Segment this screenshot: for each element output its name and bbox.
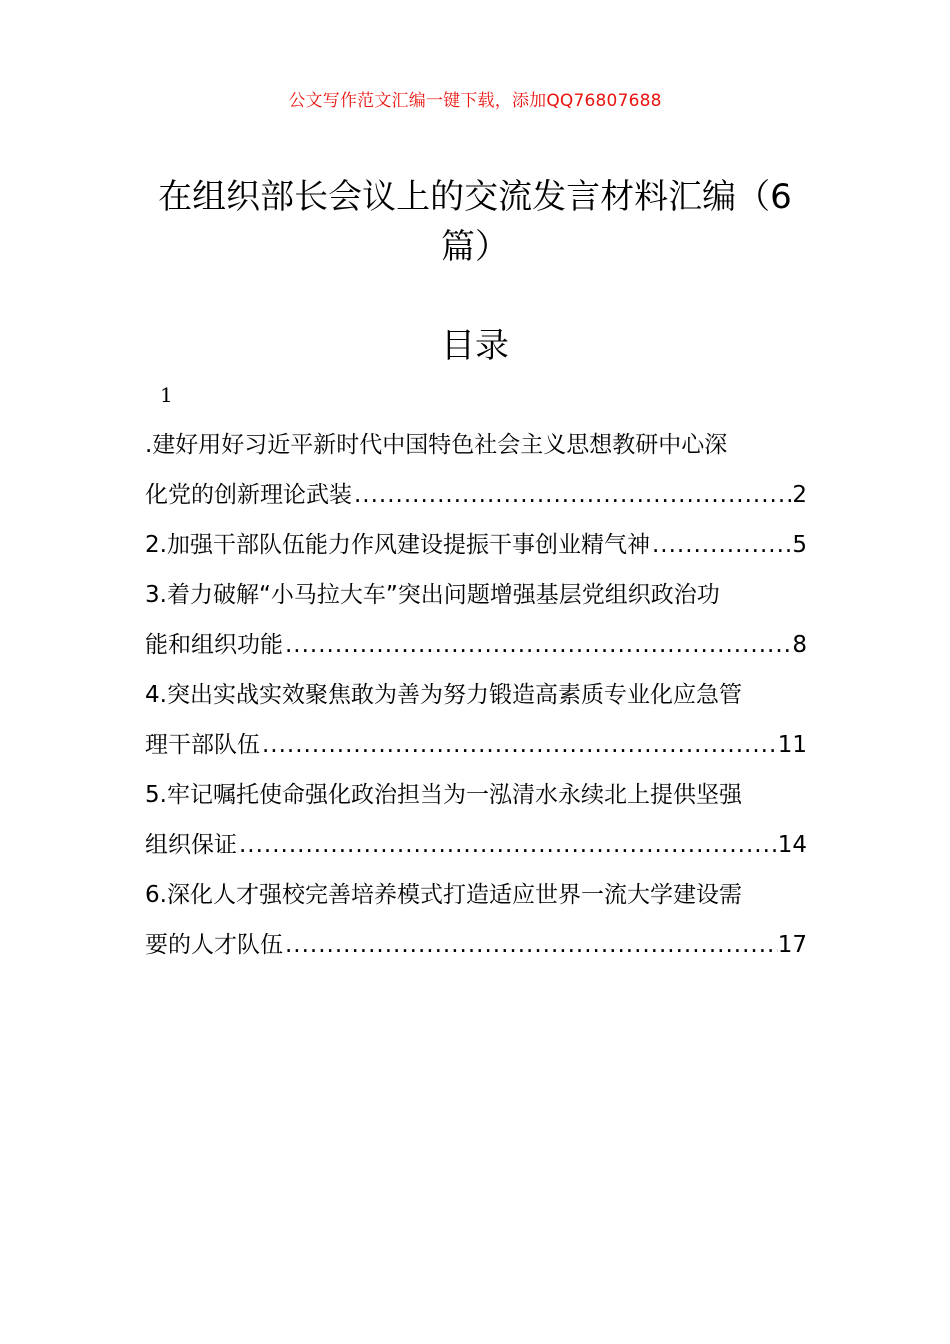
toc-page-number: 14 <box>777 832 807 858</box>
toc-entry-5-line1[interactable] <box>145 770 807 820</box>
toc-entry-5-line2[interactable] <box>145 820 807 870</box>
toc-entry-text: .建好用好习近平新时代中国特色社会主义思想教研中心深 <box>145 432 728 458</box>
toc-entry-2-line1[interactable] <box>145 520 807 570</box>
toc-entry-text: 理干部队伍 <box>145 732 260 758</box>
toc-entry-text: 6.深化人才强校完善培养模式打造适应世界一流大学建设需 <box>145 882 742 908</box>
toc-leader-dots <box>237 820 778 870</box>
toc-leader-dots <box>650 520 792 570</box>
toc-page-number: 17 <box>777 932 807 958</box>
toc-leader-dots <box>283 920 778 970</box>
toc-entry-6-line2[interactable] <box>145 920 807 970</box>
toc-entry-1-line2[interactable] <box>145 470 807 520</box>
toc-page-number: 2 <box>792 482 807 508</box>
toc-page-number: 11 <box>777 732 807 758</box>
toc-first-number: 1 <box>160 383 173 407</box>
toc-entry-text: 3.着力破解“小马拉大车”突出问题增强基层党组织政治功 <box>145 582 720 608</box>
toc-entry-text: 2.加强干部队伍能力作风建设提振干事创业精气神 <box>145 532 650 558</box>
toc-entry-6-line1[interactable] <box>145 870 807 920</box>
promo-banner: 公文写作范文汇编一键下载，添加QQ76807688 <box>288 91 662 111</box>
toc-entry-3-line2[interactable] <box>145 620 807 670</box>
toc-entry-text: 化党的创新理论武装 <box>145 482 352 508</box>
toc-entry-text: 5.牢记嘱托使命强化政治担当为一泓清水永续北上提供坚强 <box>145 782 742 808</box>
table-of-contents <box>145 420 807 970</box>
toc-entry-text: 能和组织功能 <box>145 632 283 658</box>
toc-leader-dots <box>260 720 778 770</box>
toc-entry-4-line2[interactable] <box>145 720 807 770</box>
toc-entry-text: 组织保证 <box>145 832 237 858</box>
toc-page-number: 8 <box>792 632 807 658</box>
document-title: 在组织部长会议上的交流发言材料汇编（6篇） <box>158 177 792 267</box>
toc-leader-dots <box>352 470 792 520</box>
toc-entry-text: 要的人才队伍 <box>145 932 283 958</box>
toc-heading: 目录 <box>441 326 509 366</box>
toc-entry-4-line1[interactable] <box>145 670 807 720</box>
toc-leader-dots <box>283 620 792 670</box>
toc-page-number: 5 <box>792 532 807 558</box>
toc-entry-3-line1[interactable] <box>145 570 807 620</box>
toc-entry-text: 4.突出实战实效聚焦敢为善为努力锻造高素质专业化应急管 <box>145 682 742 708</box>
toc-entry-1-line1[interactable] <box>145 420 807 470</box>
